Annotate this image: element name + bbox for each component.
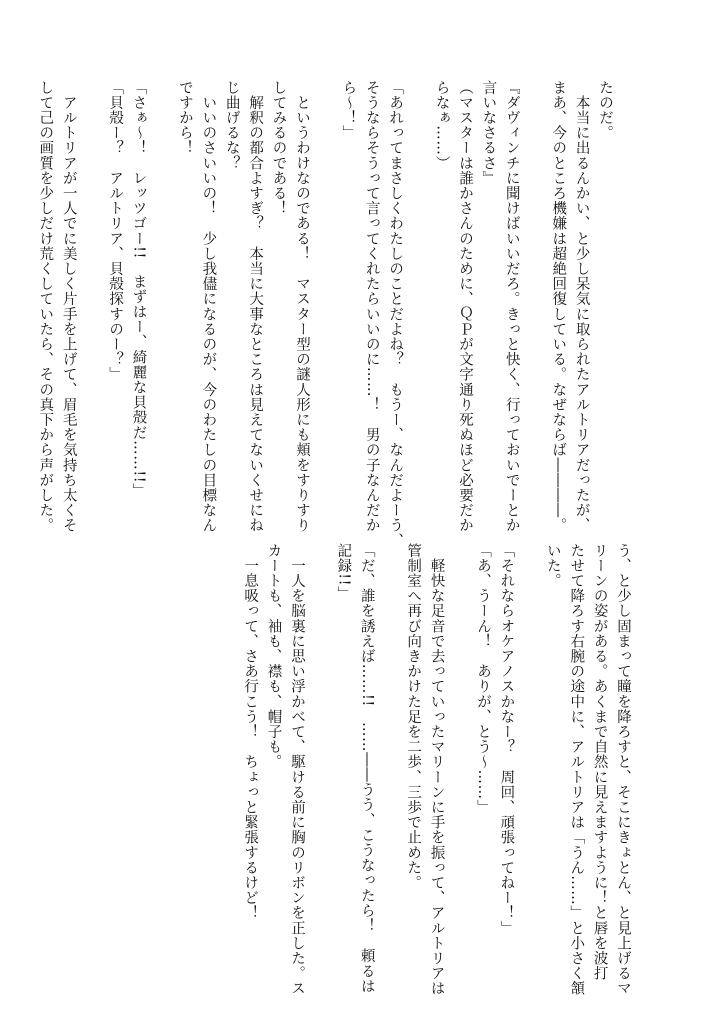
bottom-text-block	[234, 543, 634, 996]
bottom-text-line: 「だ、誰を誘えば……!! ……――うう、こうなったら！ 頼るは	[358, 543, 375, 994]
bottom-text-line: 記録!!」	[335, 543, 352, 602]
paragraph-gap	[517, 543, 540, 961]
top-text-line: 『ダヴィンチに聞けばいいだろ。きっと快く、行っておいでーとか	[503, 80, 520, 533]
bottom-text-line: カートも、袖も、襟も、帽子も。	[265, 543, 282, 770]
top-text-line: らなぁ……）	[433, 80, 450, 171]
top-text-line: 「あれってまさしくわたしのことだよね？ もうー、なんだよーう、	[387, 80, 404, 549]
paragraph-gap	[150, 80, 173, 498]
top-text-line: 本当に出るんかい、と少し呆気に取られたアルトリアだったが、	[573, 80, 590, 533]
top-text-line: してみるのである！	[270, 80, 287, 216]
bottom-text-line: 「それならオケアノスかなー？ 周回、頑張ってねー！」	[498, 543, 515, 936]
top-text-line: 「貝殻ー？ アルトリア、貝殻探すのー？」	[107, 80, 124, 382]
bottom-text-line: 一人を脳裏に思い浮かべて、駆ける前に胸のリボンを正した。ス	[288, 543, 305, 996]
bottom-text-line: 「あ、うーん！ ありが、とう～……」	[474, 543, 491, 815]
paragraph-gap	[448, 543, 471, 961]
paragraph-gap	[80, 80, 103, 498]
paragraph-gap	[378, 543, 401, 961]
top-text-line: いいのさいいの！ 少し我儘になるのが、今のわたしの目標なん	[200, 80, 217, 533]
paragraph-gap	[523, 80, 546, 498]
top-text-line: というわけなのである！ マスター型の謎人形にも頬をすりすり	[293, 80, 310, 533]
bottom-text-line: たせて降ろす右腕の途中に、アルトリアは「うん……」と小さく頷	[568, 543, 585, 996]
top-text-line: して己の画質を少しだけ荒くしていたら、その真下から声がした。	[37, 80, 54, 533]
bottom-text-line: う、と少し固まって瞳を降ろすと、そこにきょとん、と見上げるマ	[615, 543, 631, 996]
bottom-text-line: リーンの姿がある。あくまで自然に見えますように！と唇を波打	[591, 543, 608, 981]
top-text-line: ですから！	[176, 80, 193, 156]
paragraph-gap	[313, 80, 336, 498]
top-text-line: （マスターは誰かさんのために、ＱＰが文字通り死ぬほど必要だか	[456, 80, 473, 533]
top-text-line: 言いなさるさ』	[480, 80, 497, 186]
top-text-line: 「さぁ～！ レッツゴー!! まずはー、綺麗な貝殻だ……!!」	[130, 80, 147, 499]
bottom-text-line: 一息吸って、さあ行こう！ ちょっと緊張するけど！	[242, 543, 259, 921]
top-text-line: まあ、今のところ機嫌は超絶回復している。なぜならば――――。	[550, 80, 567, 533]
bottom-text-line: 軽快な足音で去っていったマリーンに手を振って、アルトリアは	[428, 543, 445, 996]
top-text-block	[37, 80, 616, 549]
top-text-line: たのだ。	[597, 80, 613, 141]
bottom-text-line: いた。	[544, 543, 561, 589]
top-text-line: ら～！」	[340, 80, 357, 141]
top-text-line: じ曲げるな？	[223, 80, 240, 171]
paragraph-gap	[308, 543, 331, 961]
bottom-text-line: 管制室へ再び向きかけた足を二歩、三歩で止めた。	[405, 543, 422, 891]
top-text-line: アルトリアが一人でに美しく片手を上げて、眉毛を気持ち太くそ	[60, 80, 77, 533]
paragraph-gap	[406, 80, 429, 498]
top-text-line: 解釈の都合よすぎ？ 本当に大事なところは見えてないくせにね	[247, 80, 264, 533]
top-text-line: そうならそうって言ってくれたらいいのに……！ 男の子なんだか	[363, 80, 380, 533]
